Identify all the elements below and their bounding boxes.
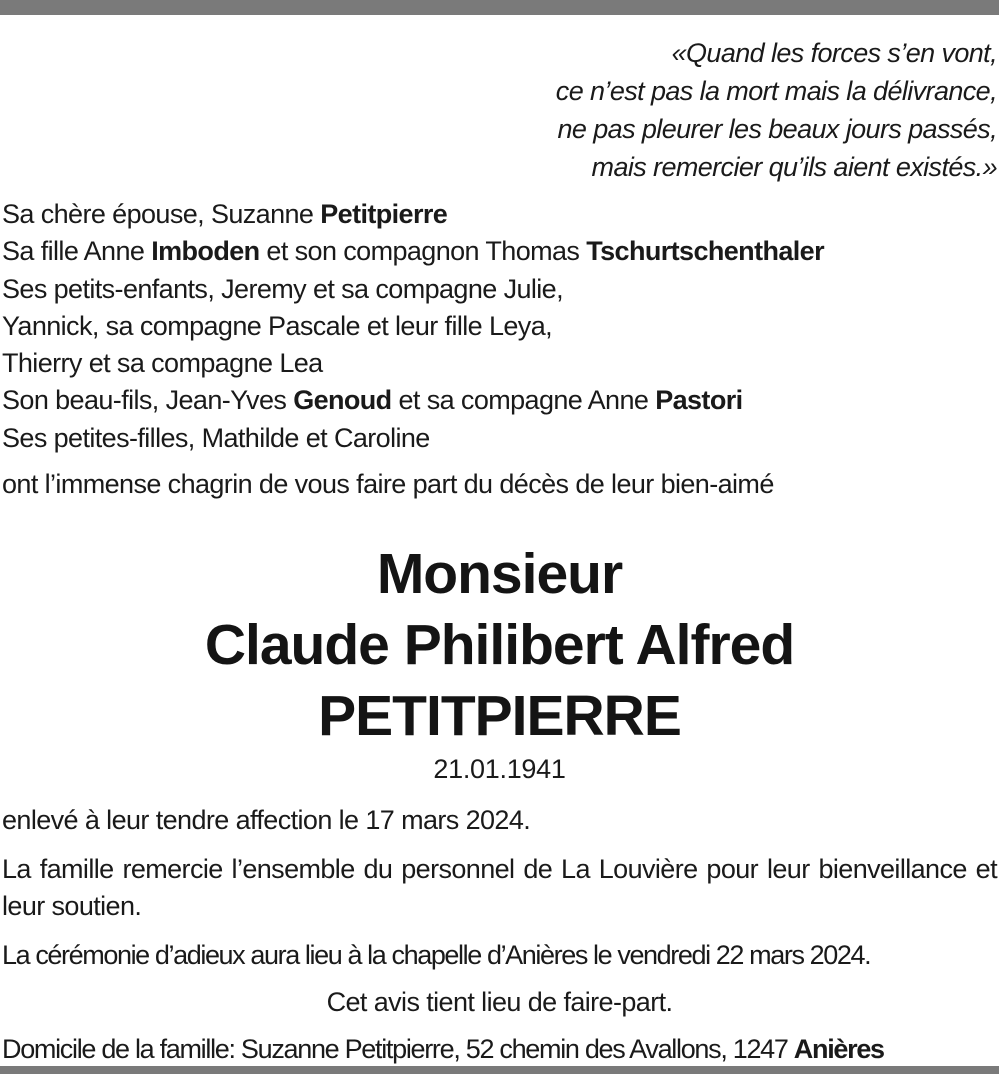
family-text: Son beau-fils, Jean-Yves [2,385,294,416]
family-line-daughter [2,233,997,270]
family-line-stepson [2,382,997,419]
top-border-rule [0,0,999,15]
domicile-town: Anières [793,1034,884,1065]
bottom-border-rule [0,1066,999,1074]
family-text: Sa fille Anne [2,236,152,267]
family-line-spouse [2,196,997,233]
birth-date: 21.01.1941 [433,754,566,785]
quote-line: mais remercier qu’ils aient existés.» [591,152,997,182]
family-text: Sa chère épouse, Suzanne [2,199,321,229]
deceased-title: Monsieur [376,542,623,607]
obituary-notice [2,34,997,1068]
family-surname: Petitpierre [320,199,448,229]
deceased-surname: PETITPIERRE [318,684,681,749]
family-list [2,196,997,457]
deceased-given-names: Claude Philibert Alfred [204,613,795,678]
thanks-paragraph: La famille remercie l’ensemble du personnel de La Louvière pour leur bienveillance et leur soutien. [2,854,997,922]
family-line-grandchildren-2: Yannick, sa compagne Pascale et leur fille Leya, [2,310,553,341]
quote-line: «Quand les forces s’en vont, [671,38,997,68]
epigraph-quote [2,34,997,186]
family-line-grandchildren-3: Thierry et sa compagne Lea [2,348,323,379]
family-text: et son compagnon Thomas [259,236,587,267]
deceased-name-block [2,539,997,752]
quote-line: ne pas pleurer les beaux jours passés, [557,114,997,144]
ceremony-info: La cérémonie d’adieux aura lieu à la chapelle d’Anières le vendredi 22 mars 2024. [2,940,871,971]
announcement-text: ont l’immense chagrin de vous faire part du décès de leur bien-aimé [2,469,774,500]
family-surname: Tschurtschenthaler [586,236,824,267]
family-surname: Pastori [655,385,743,416]
family-surname: Imboden [151,236,260,267]
death-notice-text: enlevé à leur tendre affection le 17 mars 2024. [2,805,531,836]
domicile-address: Domicile de la famille: Suzanne Petitpierre, 52 chemin des Avallons, 1247 [2,1034,794,1065]
family-surname: Genoud [293,385,392,416]
family-line-granddaughters: Ses petites-filles, Mathilde et Caroline [2,422,430,453]
notice-text: Cet avis tient lieu de faire-part. [326,987,673,1018]
family-text: et sa compagne Anne [391,385,656,416]
quote-line: ce n’est pas la mort mais la délivrance, [555,76,997,106]
family-line-grandchildren: Ses petits-enfants, Jeremy et sa compagne Julie, [2,273,563,304]
family-domicile [2,1031,997,1068]
